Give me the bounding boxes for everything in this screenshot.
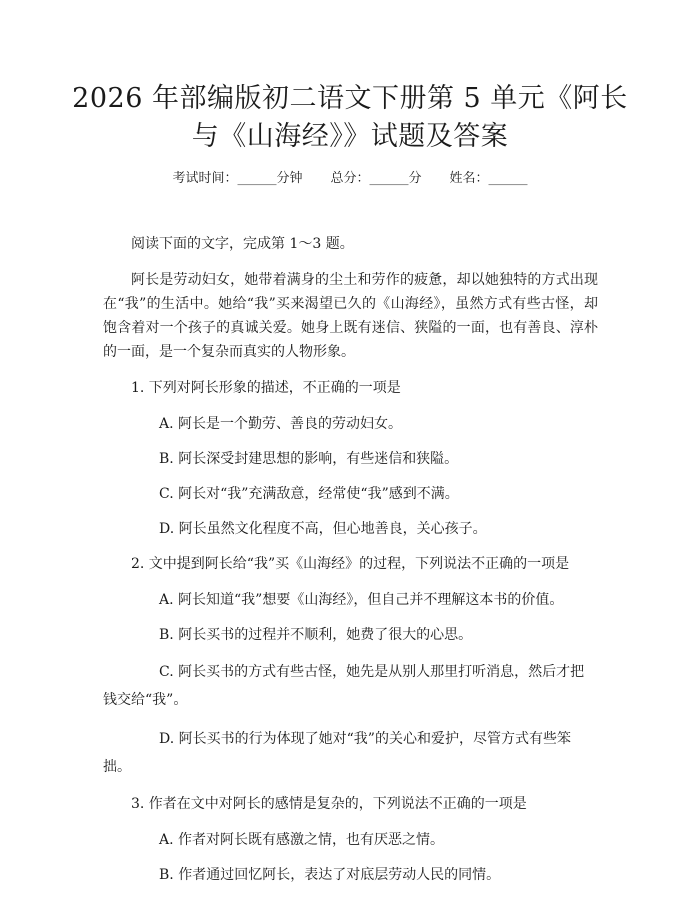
option-c: C. 阿长对“我”充满敌意，经常使“我”感到不满。	[159, 486, 459, 502]
question-stem: 2. 文中提到阿长给“我”买《山海经》的过程，下列说法不正确的一项是	[131, 556, 570, 572]
question-1	[103, 376, 598, 541]
page-title	[40, 80, 660, 156]
question-stem: 1. 下列对阿长形象的描述，不正确的一项是	[131, 380, 401, 396]
question-stem: 3. 作者在文中对阿长的感情是复杂的，下列说法不正确的一项是	[131, 796, 527, 812]
option-b: B. 作者通过回忆阿长，表达了对底层劳动人民的同情。	[159, 867, 501, 883]
exam-meta	[0, 170, 700, 188]
title-line-2: 与《山海经》》试题及答案	[191, 121, 509, 152]
option-d: D. 阿长买书的行为体现了她对“我”的关心和爱护，尽管方式有些笨拙。	[103, 731, 571, 775]
option-d: D. 阿长虽然文化程度不高，但心地善良，关心孩子。	[159, 521, 487, 537]
option-a: A. 阿长知道“我”想要《山海经》，但自己并不理解这本书的价值。	[159, 592, 564, 608]
question-3	[103, 792, 598, 887]
exam-body	[103, 232, 598, 898]
option-a: A. 阿长是一个勤劳、善良的劳动妇女。	[159, 416, 403, 432]
reading-instruction: 阅读下面的文字，完成第 1～3 题。	[131, 236, 354, 252]
option-b: B. 阿长深受封建思想的影响，有些迷信和狭隘。	[159, 451, 459, 467]
option-a: A. 作者对阿长既有感激之情，也有厌恶之情。	[159, 832, 445, 848]
option-b: B. 阿长买书的过程并不顺利，她费了很大的心思。	[159, 627, 473, 643]
reading-passage: 阿长是劳动妇女，她带着满身的尘土和劳作的疲惫，却以她独特的方式出现在“我”的生活中。她给“我”买来渴望已久的《山海经》，虽然方式有些古怪，却饱含着对一个孩子的真诚关爱。她身上既有迷信、狭隘的一面，也有善良、淳朴的一面，是一个复杂而真实的人物形象。	[103, 272, 598, 360]
total-score-field: 总分：______分	[330, 171, 422, 186]
exam-time-field: 考试时间：______分钟	[172, 171, 303, 186]
question-2	[103, 552, 598, 781]
student-name-field: 姓名：______	[449, 171, 528, 186]
title-line-1: 2026 年部编版初二语文下册第 5 单元《阿长	[72, 83, 628, 114]
option-c: C. 阿长买书的方式有些古怪，她先是从别人那里打听消息，然后才把钱交给“我”。	[103, 664, 585, 708]
